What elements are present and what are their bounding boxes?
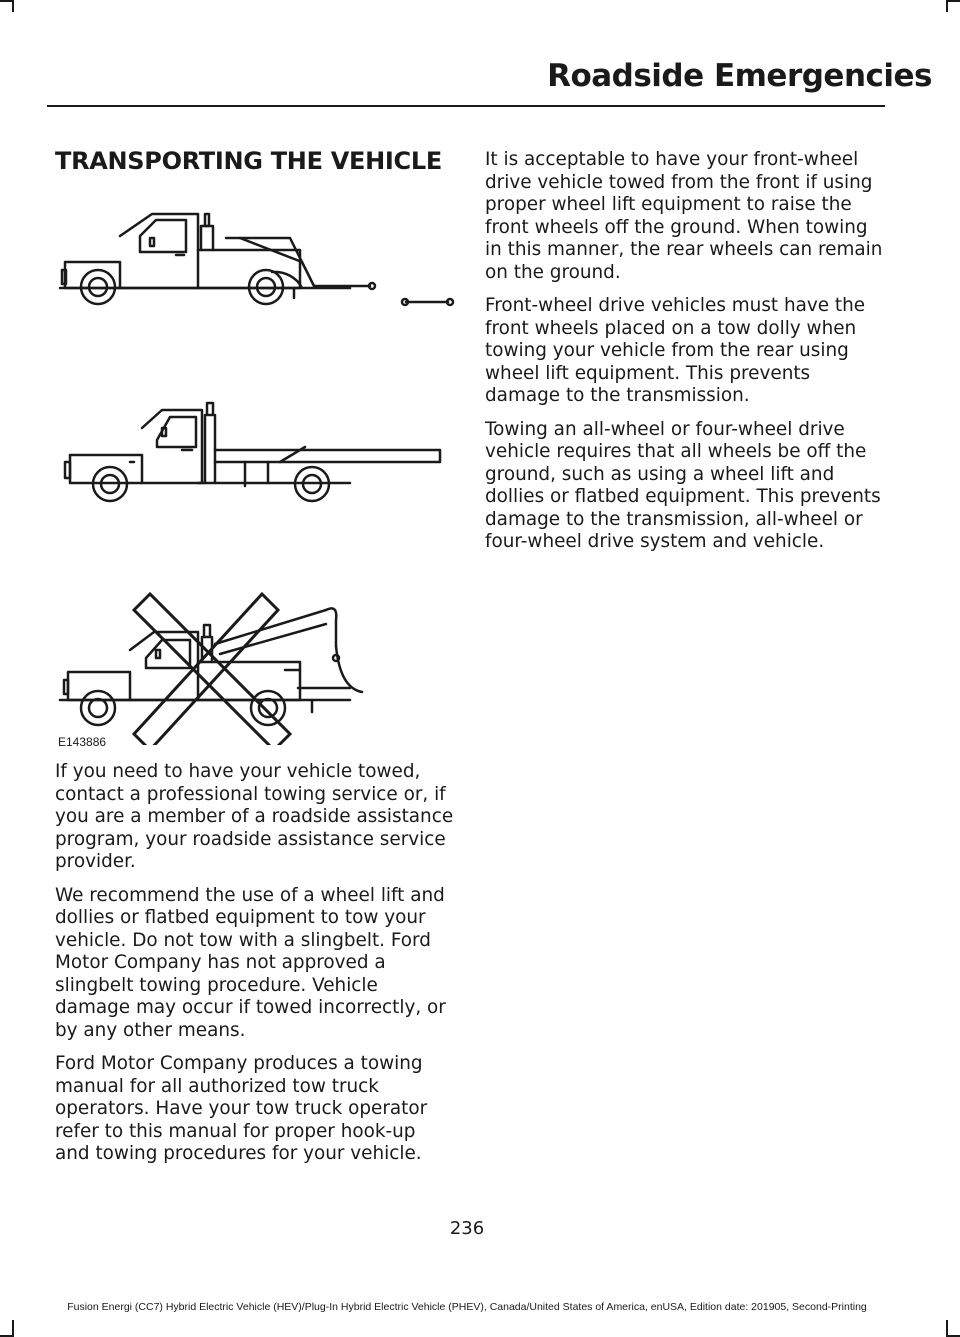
crop-mark — [948, 0, 960, 2]
paragraph: Front-wheel drive vehicles must have the front wheels placed on a tow dolly when towing your vehicle from the rear using wheel lift equipment. This prevents damage to the transmission. — [485, 295, 866, 406]
towing-illustration — [50, 200, 460, 745]
paragraph: If you need to have your vehicle towed, contact a professional towing service or, if you are a member of a roadside assistance program, your roadside assistance service provider. — [55, 761, 454, 872]
paragraph: We recommend the use of a wheel lift and dollies or flatbed equipment to tow your vehicle. Do not tow with a slingbelt. Ford Motor Company has not approved a slingbelt towing procedure. Vehicle damage may occur if towed incorrectly, or by any other means. — [55, 884, 446, 1041]
section-title: TRANSPORTING THE VEHICLE — [55, 147, 442, 175]
slingbelt-tow-truck-drawing — [60, 608, 362, 725]
crop-mark — [0, 0, 12, 2]
cross-out-icon — [134, 594, 290, 745]
header-divider — [47, 105, 885, 107]
right-column — [485, 149, 885, 565]
flatbed-tow-truck-drawing — [65, 403, 440, 501]
crop-mark — [12, 0, 14, 12]
figure-id: E143886 — [58, 735, 107, 749]
crop-mark — [12, 1320, 14, 1337]
left-column — [55, 761, 455, 1177]
page-number: 236 — [449, 1218, 485, 1239]
paragraph: Ford Motor Company produces a towing manual for all authorized tow truck operators. Have your tow truck operator refer to this manual for proper hook-up and towing procedures for your vehicle. — [55, 1053, 428, 1164]
page-header-title: Roadside Emergencies — [547, 58, 932, 94]
wheel-lift-tow-truck-drawing — [60, 214, 453, 305]
paragraph: It is acceptable to have your front-wheel drive vehicle towed from the front if using proper wheel lift equipment to raise the front wheels off the ground. When towing in this manner, the rear wheels can remain on the ground. — [485, 149, 883, 283]
footer-edition-text: Fusion Energi (CC7) Hybrid Electric Vehicle (HEV)/Plug-In Hybrid Electric Vehicle (PHEV), Canada/United States of America, enUSA, Edition date: 201905, Second-Printing — [67, 1301, 867, 1313]
paragraph: Towing an all-wheel or four-wheel drive vehicle requires that all wheels be off the ground, such as using a wheel lift and dollies or flatbed equipment. This prevents damage to the transmission, all-wheel or four-wheel drive system and vehicle. — [485, 418, 881, 552]
